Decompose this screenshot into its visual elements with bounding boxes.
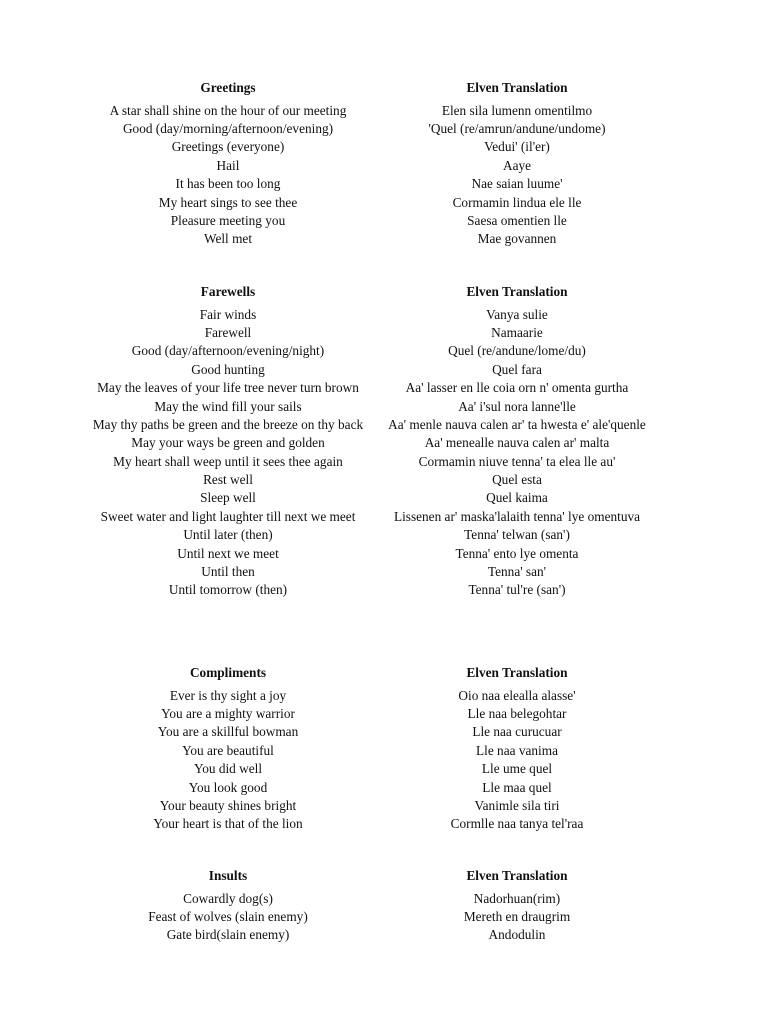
phrase-row bbox=[0, 470, 768, 488]
section-header bbox=[0, 665, 768, 686]
elven-translation: Elen sila lumenn omentilmo bbox=[441, 102, 593, 118]
phrase-rows bbox=[0, 305, 768, 599]
common-phrase: Gate bird(slain enemy) bbox=[166, 927, 290, 943]
elven-translation: Lle ume quel bbox=[481, 761, 553, 777]
elven-translation: Quel (re/andune/lome/du) bbox=[448, 343, 586, 359]
common-phrase: My heart sings to see thee bbox=[158, 194, 298, 210]
elven-translation: Lle naa belegohtar bbox=[467, 706, 567, 722]
common-phrase: Sweet water and light laughter till next we meet bbox=[100, 508, 356, 524]
common-phrase: Until tomorrow (then) bbox=[168, 582, 288, 598]
elven-translation: Aa' i'sul nora lanne'lle bbox=[458, 398, 576, 414]
elven-translation: Quel esta bbox=[492, 472, 542, 488]
common-phrase: You are beautiful bbox=[182, 742, 274, 758]
elven-translation: Vanya sulie bbox=[486, 306, 548, 322]
phrase-row bbox=[0, 156, 768, 174]
elven-translation: Lle naa curucuar bbox=[472, 724, 562, 740]
elven-translation: Cormamin niuve tenna' ta elea lle au' bbox=[418, 453, 616, 469]
section-header bbox=[0, 868, 768, 889]
phrase-row bbox=[0, 723, 768, 741]
phrase-row bbox=[0, 815, 768, 833]
phrase-row bbox=[0, 907, 768, 925]
phrase-row bbox=[0, 175, 768, 193]
common-phrase: You look good bbox=[188, 779, 268, 795]
phrase-row bbox=[0, 138, 768, 156]
column-heading-phrase: Compliments bbox=[189, 665, 267, 680]
elven-translation: Tenna' san' bbox=[487, 563, 547, 579]
section-compliments bbox=[0, 665, 768, 833]
phrase-row bbox=[0, 342, 768, 360]
phrase-row bbox=[0, 507, 768, 525]
phrase-row bbox=[0, 193, 768, 211]
common-phrase: Hail bbox=[216, 157, 240, 173]
elven-translation: Aa' menle nauva calen ar' ta hwesta e' ale'quenle bbox=[388, 416, 646, 432]
common-phrase: My heart shall weep until it sees thee again bbox=[113, 453, 343, 469]
phrase-row bbox=[0, 119, 768, 137]
column-heading-phrase: Greetings bbox=[200, 80, 256, 95]
common-phrase: Rest well bbox=[203, 472, 253, 488]
phrase-row bbox=[0, 889, 768, 907]
phrase-row bbox=[0, 305, 768, 323]
section-greetings bbox=[0, 80, 768, 248]
elven-translation: Aaye bbox=[502, 157, 532, 173]
column-heading-translation: Elven Translation bbox=[466, 868, 568, 883]
elven-translation: Namaarie bbox=[491, 325, 543, 341]
common-phrase: Your heart is that of the lion bbox=[153, 816, 303, 832]
common-phrase: Until next we meet bbox=[177, 545, 279, 561]
section-header bbox=[0, 284, 768, 305]
phrase-row bbox=[0, 101, 768, 119]
elven-translation: Nadorhuan(rim) bbox=[473, 890, 561, 906]
common-phrase: Farewell bbox=[204, 325, 252, 341]
phrase-row bbox=[0, 397, 768, 415]
common-phrase: Sleep well bbox=[200, 490, 256, 506]
phrase-row bbox=[0, 415, 768, 433]
phrase-row bbox=[0, 360, 768, 378]
common-phrase: Fair winds bbox=[199, 306, 257, 322]
elven-translation: Vedui' (il'er) bbox=[484, 139, 550, 155]
phrase-row bbox=[0, 230, 768, 248]
elven-translation: Cormlle naa tanya tel'raa bbox=[450, 816, 584, 832]
column-heading-phrase: Farewells bbox=[200, 284, 256, 299]
elven-translation: Lissenen ar' maska'lalaith tenna' lye omentuva bbox=[393, 508, 641, 524]
phrase-row bbox=[0, 489, 768, 507]
elven-translation: Aa' menealle nauva calen ar' malta bbox=[424, 435, 610, 451]
common-phrase: Until later (then) bbox=[183, 527, 273, 543]
common-phrase: It has been too long bbox=[175, 176, 281, 192]
phrase-rows bbox=[0, 101, 768, 248]
elven-translation: Cormamin lindua ele lle bbox=[452, 194, 582, 210]
phrase-row bbox=[0, 796, 768, 814]
common-phrase: Good hunting bbox=[191, 361, 265, 377]
common-phrase: Greetings (everyone) bbox=[171, 139, 285, 155]
phrase-row bbox=[0, 434, 768, 452]
elven-translation: Tenna' telwan (san') bbox=[464, 527, 570, 543]
common-phrase: A star shall shine on the hour of our meeting bbox=[109, 102, 347, 118]
elven-translation: Nae saian luume' bbox=[471, 176, 563, 192]
elven-translation: Mae govannen bbox=[477, 231, 557, 247]
phrase-row bbox=[0, 544, 768, 562]
section-header bbox=[0, 80, 768, 101]
phrase-row bbox=[0, 562, 768, 580]
elven-translation: Quel fara bbox=[492, 361, 542, 377]
elven-translation: Andodulin bbox=[488, 927, 546, 943]
column-heading-translation: Elven Translation bbox=[466, 284, 568, 299]
common-phrase: Ever is thy sight a joy bbox=[169, 687, 287, 703]
common-phrase: Your beauty shines bright bbox=[159, 797, 297, 813]
phrase-row bbox=[0, 760, 768, 778]
phrase-row bbox=[0, 926, 768, 944]
elven-translation: Lle maa quel bbox=[482, 779, 552, 795]
section-insults bbox=[0, 868, 768, 944]
phrase-row bbox=[0, 452, 768, 470]
phrase-row bbox=[0, 741, 768, 759]
phrase-row bbox=[0, 778, 768, 796]
phrase-rows bbox=[0, 686, 768, 833]
phrase-row bbox=[0, 211, 768, 229]
common-phrase: May the leaves of your life tree never turn brown bbox=[97, 380, 359, 396]
common-phrase: May your ways be green and golden bbox=[131, 435, 325, 451]
common-phrase: Feast of wolves (slain enemy) bbox=[148, 909, 308, 925]
elven-translation: Tenna' ento lye omenta bbox=[455, 545, 579, 561]
phrase-row bbox=[0, 379, 768, 397]
elven-translation: Quel kaima bbox=[486, 490, 548, 506]
common-phrase: Pleasure meeting you bbox=[170, 212, 286, 228]
phrase-row bbox=[0, 704, 768, 722]
common-phrase: May the wind fill your sails bbox=[154, 398, 302, 414]
elven-translation: Aa' lasser en lle coia orn n' omenta gurtha bbox=[405, 380, 629, 396]
phrase-row bbox=[0, 581, 768, 599]
column-heading-translation: Elven Translation bbox=[466, 665, 568, 680]
elven-translation: Saesa omentien lle bbox=[467, 212, 567, 228]
common-phrase: Good (day/afternoon/evening/night) bbox=[131, 343, 325, 359]
elven-translation: Mereth en draugrim bbox=[463, 909, 571, 925]
phrase-row bbox=[0, 686, 768, 704]
common-phrase: Until then bbox=[201, 563, 255, 579]
column-heading-phrase: Insults bbox=[208, 868, 248, 883]
common-phrase: You are a skillful bowman bbox=[157, 724, 299, 740]
common-phrase: Well met bbox=[203, 231, 253, 247]
elven-translation: 'Quel (re/amrun/andune/undome) bbox=[428, 121, 606, 137]
column-heading-translation: Elven Translation bbox=[466, 80, 568, 95]
phrase-row bbox=[0, 526, 768, 544]
common-phrase: Cowardly dog(s) bbox=[183, 890, 273, 906]
common-phrase: You are a mighty warrior bbox=[161, 706, 295, 722]
common-phrase: May thy paths be green and the breeze on thy back bbox=[92, 416, 364, 432]
phrase-row bbox=[0, 323, 768, 341]
phrase-rows bbox=[0, 889, 768, 944]
common-phrase: Good (day/morning/afternoon/evening) bbox=[122, 121, 334, 137]
common-phrase: You did well bbox=[193, 761, 263, 777]
elven-translation: Oio naa elealla alasse' bbox=[458, 687, 576, 703]
section-farewells bbox=[0, 284, 768, 599]
elven-translation: Tenna' tul're (san') bbox=[468, 582, 566, 598]
elven-translation: Vanimle sila tiri bbox=[474, 797, 560, 813]
elven-translation: Lle naa vanima bbox=[476, 742, 558, 758]
